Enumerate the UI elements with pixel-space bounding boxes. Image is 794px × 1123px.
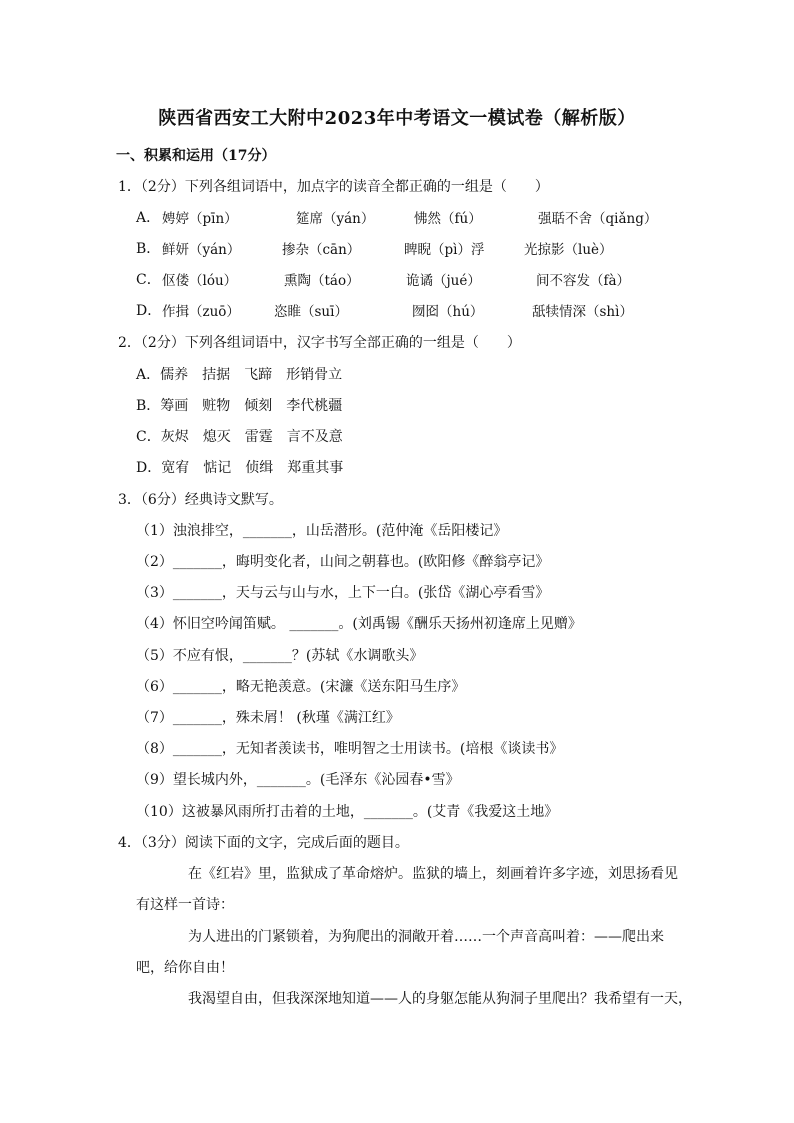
q1-option-c-item-3: 诡谲（jué） xyxy=(406,273,481,289)
q4-passage-line-2: 有这样一首诗： xyxy=(136,897,234,913)
q2-option-d: D．宽宥 惦记 侦缉 郑重其事 xyxy=(136,460,344,476)
q4-passage-line-3: 为人进出的门紧锁着，为狗爬出的洞敞开着……一个声音高叫着：——爬出来 xyxy=(188,929,664,945)
q3-item-1: （1）浊浪排空，_______，山岳潜形。(范仲淹《岳阳楼记》 xyxy=(136,523,508,539)
q1-option-d-label: D． xyxy=(136,303,162,319)
q1-option-b-item-1: 鲜妍（yán） xyxy=(162,242,241,258)
question-4-stem: 4．（3分）阅读下面的文字，完成后面的题目。 xyxy=(118,835,409,851)
question-2-stem: 2．（2分）下列各组词语中，汉字书写全部正确的一组是（ ） xyxy=(118,335,521,351)
q3-item-7: （7）_______，殊未屑！ (秋瑾《满江红》 xyxy=(136,710,400,726)
q4-passage-line-4: 吧，给你自由！ xyxy=(136,960,234,976)
q1-option-b-item-3: 睥睨（pì）浮 xyxy=(404,242,485,258)
q1-option-a-item-2: 筵席（yán） xyxy=(296,211,375,227)
q1-option-d-item-4: 舐犊情深（shì） xyxy=(532,304,633,320)
q2-option-a: A．儒养 拮据 飞蹄 形销骨立 xyxy=(136,367,343,383)
q4-passage-line-5: 我渴望自由，但我深深地知道——人的身躯怎能从狗洞子里爬出？我希望有一天， xyxy=(188,991,692,1007)
q1-option-d-item-3: 囫囵（hú） xyxy=(412,304,484,320)
q3-item-5: （5）不应有恨，_______？(苏轼《水调歌头》 xyxy=(136,648,424,664)
q1-option-b-label: B． xyxy=(136,241,161,257)
q1-option-c-item-4: 间不容发（fà） xyxy=(536,273,631,289)
q1-option-a-label: A． xyxy=(136,210,161,226)
section-heading: 一、积累和运用（17分） xyxy=(116,148,276,164)
q2-option-b: B．筹画 赃物 倾刻 李代桃疆 xyxy=(136,398,343,414)
q3-item-10: （10）这被暴风雨所打击着的土地，_______。(艾青《我爱这土地》 xyxy=(136,804,559,820)
q3-item-9: （9）望长城内外，_______。(毛泽东《沁园春•雪》 xyxy=(136,772,460,788)
question-1-stem: 1．（2分）下列各组词语中，加点字的读音全都正确的一组是（ ） xyxy=(118,179,549,195)
page-title: 陕西省西安工大附中2023年中考语文一模试卷（解析版） xyxy=(158,108,636,129)
q4-passage-line-1: 在《红岩》里，监狱成了革命熔炉。监狱的墙上，刻画着许多字迹，刘思扬看见 xyxy=(188,866,678,882)
q1-option-c-label: C． xyxy=(136,272,161,288)
q2-option-c: C．灰烬 熄灭 雷霆 言不及意 xyxy=(136,429,343,445)
q3-item-8: （8）_______，无知者羡读书，唯明智之士用读书。(培根《谈读书》 xyxy=(136,741,564,757)
q1-option-c-item-2: 熏陶（táo） xyxy=(284,273,360,289)
q3-item-6: （6）_______，略无艳羡意。(宋濂《送东阳马生序》 xyxy=(136,679,466,695)
q1-option-b-item-4: 光掠影（luè） xyxy=(524,242,613,258)
q3-item-4: （4）怀旧空吟闻笛赋。 _______。(刘禹锡《酬乐天扬州初逢席上见赠》 xyxy=(136,616,582,632)
q1-option-d-item-1: 作揖（zuō） xyxy=(162,304,240,320)
q3-item-3: （3）_______，天与云与山与水，上下一白。(张岱《湖心亭看雪》 xyxy=(136,585,550,601)
q3-item-2: （2）_______，晦明变化者，山间之朝暮也。(欧阳修《醉翁亭记》 xyxy=(136,554,550,570)
q1-option-a-item-1: 娉婷（pīn） xyxy=(162,211,238,227)
question-3-stem: 3．（6分）经典诗文默写。 xyxy=(118,492,283,508)
q1-option-b-item-2: 掺杂（cān） xyxy=(282,242,361,258)
q1-option-d-item-2: 恣睢（suī） xyxy=(274,304,348,320)
q1-option-c-item-1: 伛偻（lóu） xyxy=(162,273,238,289)
q1-option-a-item-4: 强聒不舍（qiǎng） xyxy=(538,211,658,227)
q1-option-a-item-3: 怫然（fú） xyxy=(414,211,482,227)
